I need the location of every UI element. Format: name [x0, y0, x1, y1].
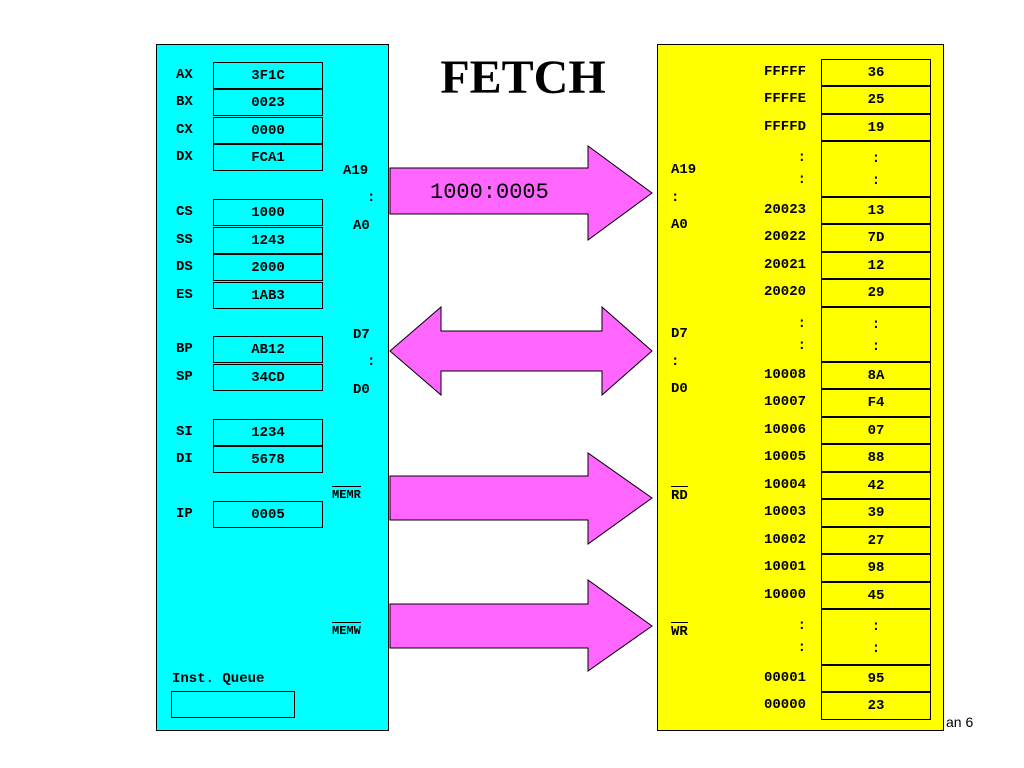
- register-value-bx: 0023: [213, 89, 323, 116]
- memory-address: 10007: [763, 394, 806, 410]
- instruction-queue-label: Inst. Queue: [172, 671, 265, 687]
- memory-value: 98: [821, 554, 931, 582]
- memory-value: 42: [821, 472, 931, 499]
- memr-arrow: [390, 453, 652, 544]
- memory-value: 13: [821, 197, 931, 224]
- register-name-cx: CX: [176, 122, 193, 138]
- register-name-dx: DX: [176, 149, 193, 165]
- mem-pin-a19: A19: [671, 162, 697, 178]
- memory-address: 10002: [763, 532, 806, 548]
- register-name-cs: CS: [176, 204, 193, 220]
- register-value-es: 1AB3: [213, 282, 323, 309]
- memory-address: FFFFF: [763, 64, 806, 80]
- data-bus-arrow: [390, 307, 652, 395]
- memory-value-ellipsis: : :: [821, 609, 931, 665]
- memory-address-ellipsis: : :: [797, 316, 806, 354]
- register-name-bx: BX: [176, 94, 193, 110]
- slide-footer: an 6: [946, 714, 974, 730]
- register-value-bp: AB12: [213, 336, 323, 363]
- register-name-si: SI: [176, 424, 193, 440]
- memory-address: 10004: [763, 477, 806, 493]
- memory-value: F4: [821, 389, 931, 417]
- register-value-cx: 0000: [213, 117, 323, 144]
- register-name-ip: IP: [176, 506, 193, 522]
- register-value-di: 5678: [213, 446, 323, 473]
- register-name-ds: DS: [176, 259, 193, 275]
- memory-address: 00000: [763, 697, 806, 713]
- memory-value: 88: [821, 444, 931, 472]
- memory-value: 19: [821, 114, 931, 141]
- register-name-ax: AX: [176, 67, 193, 83]
- memory-address: FFFFE: [763, 91, 806, 107]
- memory-value: 29: [821, 279, 931, 307]
- memory-value: 36: [821, 59, 931, 86]
- register-name-es: ES: [176, 287, 193, 303]
- mem-pin-data-dots: :: [671, 354, 680, 370]
- memory-value: 8A: [821, 362, 931, 389]
- memory-value: 45: [821, 582, 931, 609]
- mem-pin-addr-dots: :: [671, 190, 680, 206]
- memory-address: 10003: [763, 504, 806, 520]
- memory-address: 20020: [763, 284, 806, 300]
- register-value-si: 1234: [213, 419, 323, 446]
- cpu-pin-a19: A19: [343, 163, 369, 179]
- memory-address: 10005: [763, 449, 806, 465]
- mem-pin-rd: RD: [671, 488, 688, 504]
- memory-value: 23: [821, 692, 931, 720]
- cpu-pin-memw: MEMW: [332, 624, 361, 638]
- memory-value: 12: [821, 252, 931, 279]
- register-value-ax: 3F1C: [213, 62, 323, 89]
- mem-pin-d0: D0: [671, 381, 688, 397]
- register-value-ss: 1243: [213, 227, 323, 254]
- memory-address-ellipsis: : :: [797, 618, 806, 656]
- register-value-ds: 2000: [213, 254, 323, 281]
- memory-value: 39: [821, 499, 931, 527]
- memory-value: 25: [821, 86, 931, 114]
- mem-pin-a0: A0: [671, 217, 688, 233]
- cpu-pin-d7: D7: [353, 327, 370, 343]
- cpu-pin-addr-dots: :: [367, 190, 376, 206]
- cpu-pin-data-dots: :: [367, 354, 376, 370]
- memory-address: 10000: [763, 587, 806, 603]
- register-name-sp: SP: [176, 369, 193, 385]
- memory-address: 10008: [763, 367, 806, 383]
- memory-value: 27: [821, 527, 931, 554]
- memory-value: 07: [821, 417, 931, 444]
- address-bus-label: 1000:0005: [430, 180, 549, 205]
- cpu-pin-a0: A0: [353, 218, 370, 234]
- register-value-dx: FCA1: [213, 144, 323, 171]
- register-value-cs: 1000: [213, 199, 323, 226]
- memory-address: 20022: [763, 229, 806, 245]
- memw-arrow: [390, 580, 652, 671]
- memory-value: 95: [821, 665, 931, 692]
- register-name-ss: SS: [176, 232, 193, 248]
- memory-value-ellipsis: : :: [821, 141, 931, 197]
- memory-address: FFFFD: [763, 119, 806, 135]
- cpu-pin-d0: D0: [353, 382, 370, 398]
- memory-value: 7D: [821, 224, 931, 252]
- memory-address-ellipsis: : :: [797, 150, 806, 188]
- register-value-sp: 34CD: [213, 364, 323, 391]
- register-name-di: DI: [176, 451, 193, 467]
- memory-value-ellipsis: : :: [821, 307, 931, 362]
- register-name-bp: BP: [176, 341, 193, 357]
- memory-address: 20021: [763, 257, 806, 273]
- register-value-ip: 0005: [213, 501, 323, 528]
- mem-pin-d7: D7: [671, 326, 688, 342]
- page-title: FETCH: [440, 51, 606, 104]
- mem-pin-wr: WR: [671, 624, 688, 640]
- memory-address: 20023: [763, 202, 806, 218]
- memory-address: 00001: [763, 670, 806, 686]
- cpu-pin-memr: MEMR: [332, 488, 361, 502]
- memory-address: 10001: [763, 559, 806, 575]
- memory-address: 10006: [763, 422, 806, 438]
